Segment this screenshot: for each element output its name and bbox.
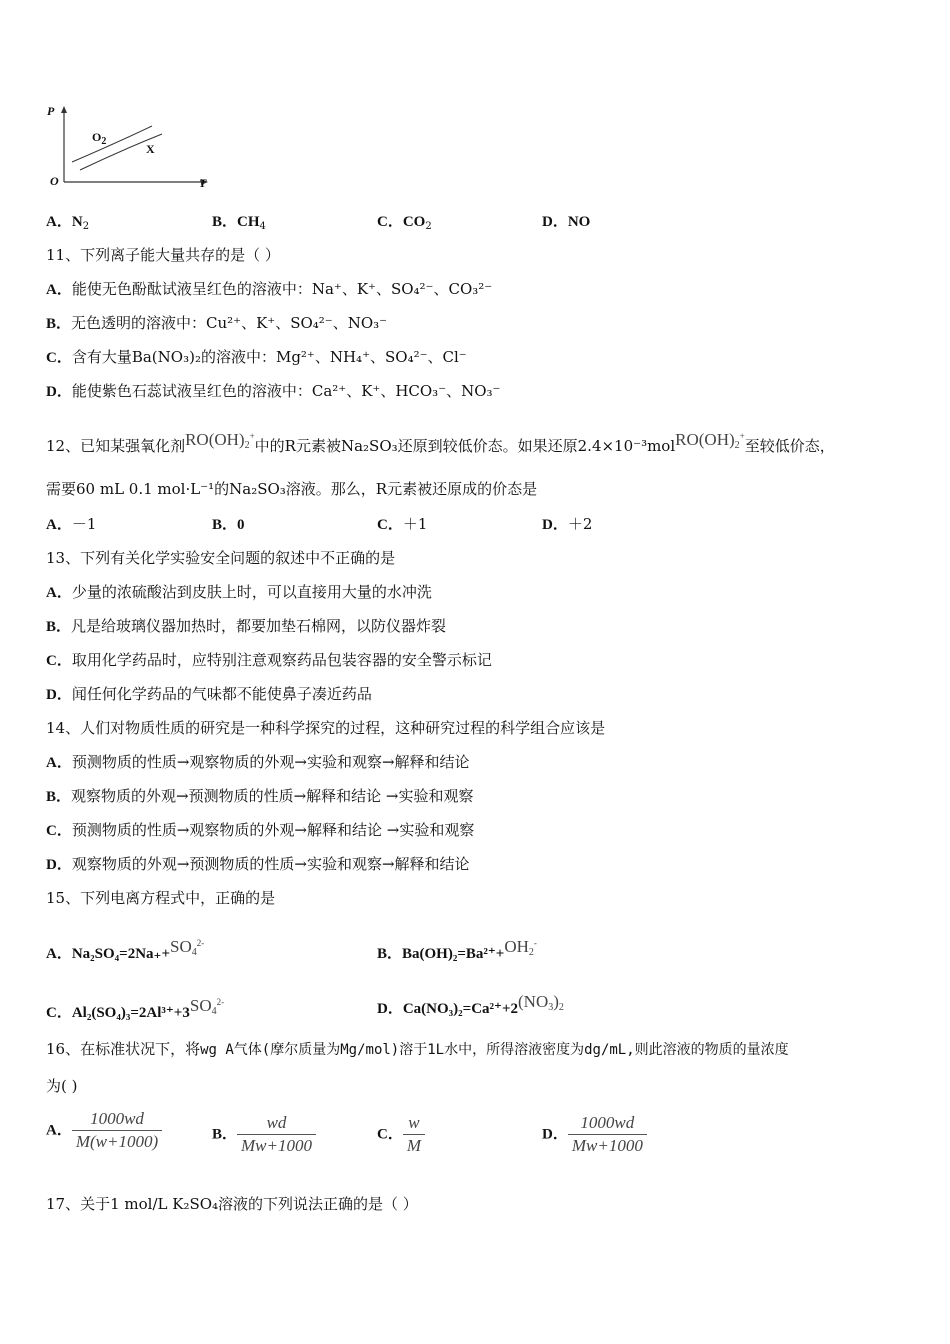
q15-option-d[interactable]: D．$Ca(NO_3)_2=Ca^{2+}+2(NO_3)_2$ xyxy=(377,992,564,1017)
q16-stem-line1: 16、在标准状况下，将wg A气体(摩尔质量为Mg/mol)溶于1L水中，所得溶液密度为dg/mL,则此溶液的物质的量浓度 xyxy=(46,1040,789,1058)
q13-option-a[interactable]: A．少量的浓硫酸沾到皮肤上时，可以直接用大量的水冲洗 xyxy=(46,583,432,601)
q11-option-a[interactable]: A．能使无色酚酞试液呈红色的溶液中：Na⁺、K⁺、SO₄²⁻、CO₃²⁻ xyxy=(46,280,493,298)
q10-option-a[interactable]: A．$N_2$ xyxy=(46,214,90,232)
q12-ion-formula-1: $RO(OH)_2^+$ xyxy=(185,430,255,451)
q13-stem: 13、下列有关化学实验安全问题的叙述中不正确的是 xyxy=(46,549,396,567)
q17-stem: 17、关于1 mol/L K₂SO₄溶液的下列说法正确的是（ ） xyxy=(46,1195,418,1213)
q11-option-d[interactable]: D．能使紫色石蕊试液呈红色的溶液中：Ca²⁺、K⁺、HCO₃⁻、NO₃⁻ xyxy=(46,382,501,400)
graph-svg xyxy=(44,104,224,196)
q16-b-fraction: $\frac{wd}{Mw+1000}$ xyxy=(237,1112,316,1157)
q14-option-a[interactable]: A．预测物质的性质→观察物质的外观→实验和观察→解释和结论 xyxy=(46,753,470,771)
curve-o2 xyxy=(72,126,152,162)
y-axis-arrow xyxy=(61,106,67,113)
q13-option-c[interactable]: C．取用化学药品时，应特别注意观察药品包装容器的安全警示标记 xyxy=(46,651,492,669)
q16-a-fraction: $\frac{1000wd}{M(w+1000)}$ xyxy=(72,1108,162,1153)
q12-option-a[interactable]: A．－1 xyxy=(46,515,97,533)
q15-c-ion: $SO_4^{2-}$ xyxy=(189,996,225,1017)
q13-option-b[interactable]: B．凡是给玻璃仪器加热时，都要加垫石棉网，以防仪器炸裂 xyxy=(46,617,447,635)
q10-option-c[interactable]: C．$CO_2$ xyxy=(377,214,432,232)
q16-option-b[interactable]: B． $\frac{wd}{Mw+1000}$ xyxy=(212,1112,316,1157)
q15-a-ion: $SO_4^{2-}$ xyxy=(170,937,205,958)
y-axis-label: P xyxy=(47,104,55,118)
q11-stem: 11、下列离子能大量共存的是（ ） xyxy=(46,246,280,264)
q14-option-d[interactable]: D．观察物质的外观→预测物质的性质→实验和观察→解释和结论 xyxy=(46,855,470,873)
q14-option-b[interactable]: B．观察物质的外观→预测物质的性质→解释和结论 →实验和观察 xyxy=(46,787,474,805)
q15-option-c[interactable]: C．$Al_2(SO_4)_3=2Al^{3+}+3SO_4^{2-}$ xyxy=(46,996,225,1021)
q15-stem: 15、下列电离方程式中，正确的是 xyxy=(46,889,276,907)
q11-option-c[interactable]: C．含有大量Ba(NO₃)₂的溶液中：Mg²⁺、NH₄⁺、SO₄²⁻、Cl⁻ xyxy=(46,348,467,366)
q13-option-d[interactable]: D．闻任何化学药品的气味都不能使鼻子凑近药品 xyxy=(46,685,372,703)
q12-option-d[interactable]: D．＋2 xyxy=(542,515,593,533)
q12-stem-line2: 需要60 mL 0.1 mol·L⁻¹的Na₂SO₃溶液。那么，R元素被还原成的价态是 xyxy=(46,480,538,498)
q16-stem-line2: 为( ) xyxy=(46,1077,78,1095)
q14-option-c[interactable]: C．预测物质的性质→观察物质的外观→解释和结论 →实验和观察 xyxy=(46,821,475,839)
q12-option-b[interactable]: B．0 xyxy=(212,517,245,533)
q16-option-c[interactable]: C． $\frac{w}{M}$ xyxy=(377,1112,425,1157)
q15-option-a[interactable]: A．$Na_2SO_4=2Na_++SO_4^{2-}$ xyxy=(46,937,205,962)
curve-label-o2: $O_2$ xyxy=(92,130,107,147)
origin-label: O xyxy=(50,174,59,188)
q10-option-b[interactable]: B．$CH_4$ xyxy=(212,214,266,232)
q11-option-b[interactable]: B．无色透明的溶液中：Cu²⁺、K⁺、SO₄²⁻、NO₃⁻ xyxy=(46,314,388,332)
curve-label-x: X xyxy=(146,142,155,156)
q12-option-c[interactable]: C．＋1 xyxy=(377,515,428,533)
q14-stem: 14、人们对物质性质的研究是一种科学探究的过程，这种研究过程的科学组合应该是 xyxy=(46,719,606,737)
q16-d-fraction: $\frac{1000wd}{Mw+1000}$ xyxy=(568,1112,647,1157)
q15-d-ion: $(NO_3)_2$ xyxy=(518,992,564,1013)
q12-stem-line1: 12、已知某强氧化剂$RO(OH)_2^+$中的R元素被Na₂SO₃还原到较低价态。如果还原$2.4\times 10^{-3}molRO(OH)_2^+$至较低价态， xyxy=(46,430,835,455)
q16-option-a[interactable]: A． $\frac{1000wd}{M(w+1000)}$ xyxy=(46,1108,162,1153)
q15-b-ion: $OH_2^-$ xyxy=(504,937,537,958)
q15-option-b[interactable]: B．$Ba(OH)_2=Ba^{2+}+OH_2^-$ xyxy=(377,937,537,962)
q16-option-d[interactable]: D． $\frac{1000wd}{Mw+1000}$ xyxy=(542,1112,647,1157)
q12-ion-formula-2: $RO(OH)_2^+$ xyxy=(675,430,745,451)
x-axis-label: T xyxy=(199,176,207,190)
q16-c-fraction: $\frac{w}{M}$ xyxy=(403,1112,425,1157)
q10-option-d[interactable]: D．NO xyxy=(542,214,591,230)
pressure-temperature-graph xyxy=(44,104,224,196)
